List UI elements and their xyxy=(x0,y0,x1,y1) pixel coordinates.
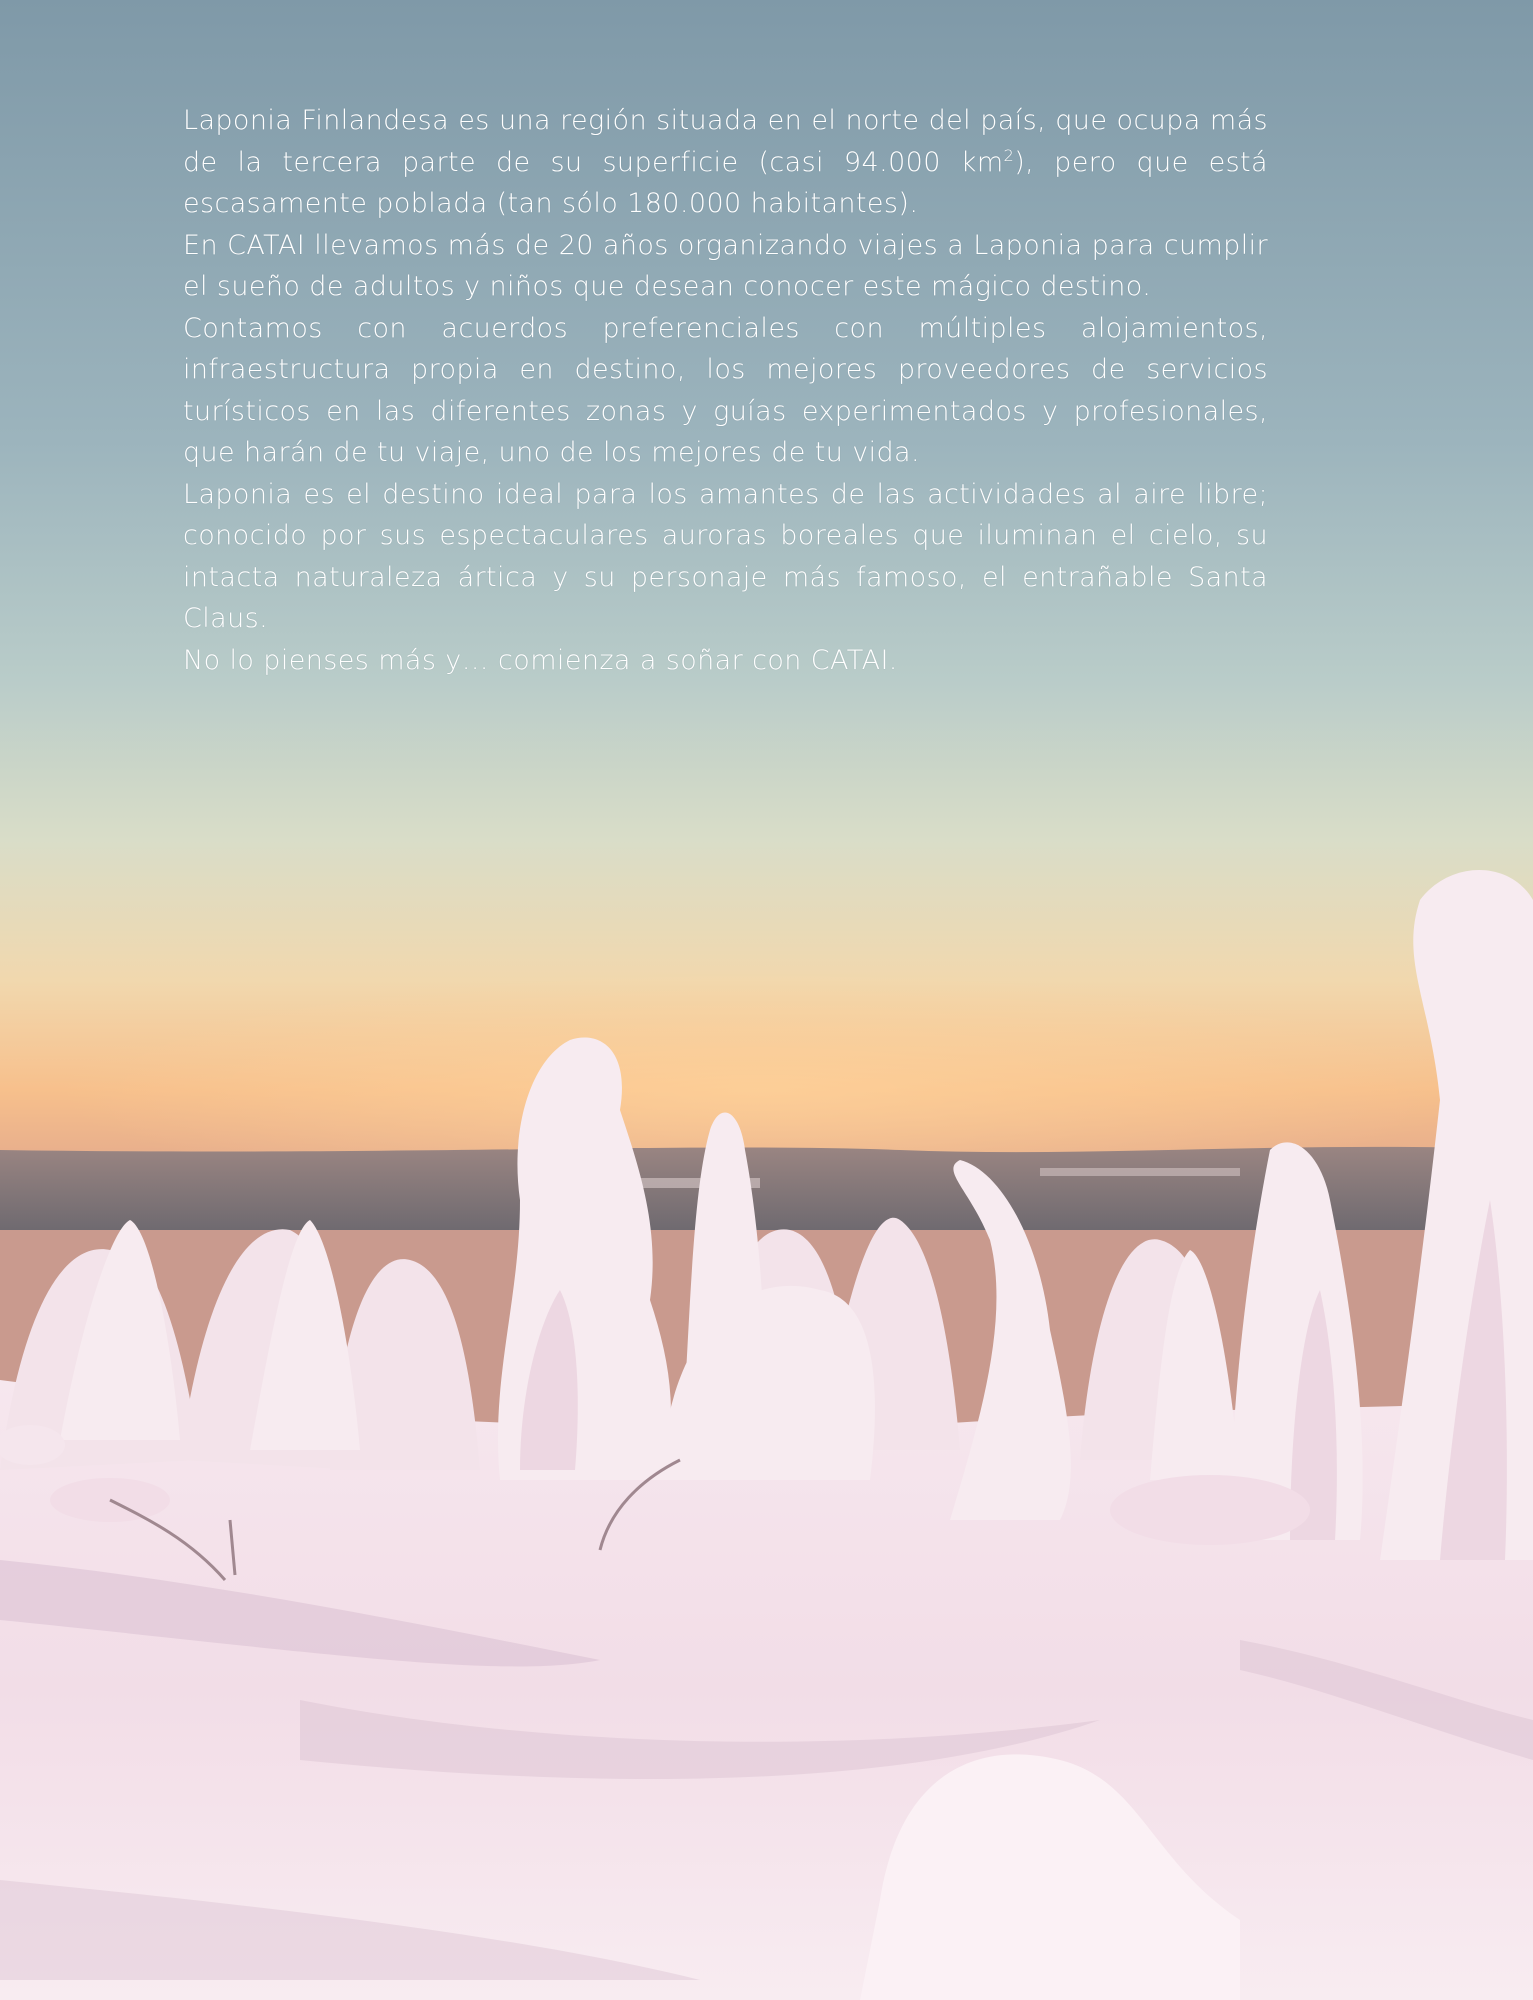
paragraph-intro xyxy=(183,100,1268,225)
superscript-2: 2 xyxy=(1003,145,1015,165)
paragraph-closing: No lo pienses más y… comienza a soñar con CATAI. xyxy=(183,644,898,676)
body-text xyxy=(183,100,1268,681)
paragraph-catai-experience: En CATAI llevamos más de 20 años organizando viajes a Laponia para cumplir el sueño de adultos y niños que desean conocer este mágico destino. xyxy=(183,229,1268,302)
paragraph-agreements: Contamos con acuerdos preferenciales con múltiples alojamientos, infraestructura propia en destino, los mejores proveedores de servicios turísticos en las diferentes zonas y guías experimentados y profesionales, que harán de tu viaje, uno de los mejores de tu vida. xyxy=(183,312,1268,468)
paragraph-ideal-destination: Laponia es el destino ideal para los amantes de las actividades al aire libre; conocido por sus espectaculares auroras boreales que iluminan el cielo, su intacta naturaleza ártica y su personaje más famoso, el entrañable Santa Claus. xyxy=(183,478,1268,634)
paragraph-intro-text: Laponia Finlandesa es una región situada en el norte del país, que ocupa más de la tercera parte de su superficie (casi 94.000 km xyxy=(183,105,1268,178)
paragraph-intro-text-end: ), pero que está escasamente poblada (tan sólo 180.000 habitantes). xyxy=(183,146,1268,219)
